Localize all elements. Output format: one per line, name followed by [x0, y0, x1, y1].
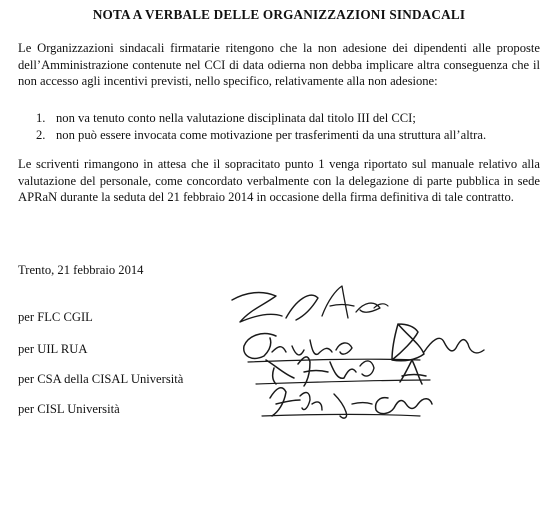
list-item [36, 110, 546, 127]
place-date: Trento, 21 febbraio 2014 [18, 263, 144, 277]
point-text: non va tenuto conto nella valutazione disciplinata dal titolo III del CCI; [56, 111, 416, 125]
signature-cisl [262, 388, 432, 418]
signatory-label-flc-cgil: per FLC CGIL [18, 310, 93, 324]
points-list [36, 110, 546, 143]
signatory-label-uil-rua: per UIL RUA [18, 342, 88, 356]
signatory-label-csa-cisal: per CSA della CISAL Università [18, 372, 184, 386]
signature-uil-rua [244, 324, 484, 362]
point-number: 1. [36, 111, 46, 125]
point-number: 2. [36, 127, 46, 142]
signatory-label-cisl: per CISL Università [18, 402, 120, 416]
signature-csa-cisal [256, 357, 430, 386]
closing-paragraph: Le scriventi rimangono in attesa che il sopracitato punto 1 venga riportato sul manuale relativo alla valutazione del personale, come concordato verbalmente con la delegazione di parte pubblica in sede APRaN durante la seduta del 21 febbraio 2014 in occasione della firma definitiva di tale contratto. [18, 157, 540, 205]
point-text: non può essere invocata come motivazione per trasferimenti da una struttura all’altra. [56, 127, 487, 142]
document-title: NOTA A VERBALE DELLE ORGANIZZAZIONI SINDACALI [92, 7, 466, 22]
list-item [36, 127, 546, 144]
intro-paragraph: Le Organizzazioni sindacali firmatarie ritengono che la non adesione dei dipendenti alle proposte dell’Amministrazione contenute nel CCI di data odierna non debba implicare altra conseguenza che il non accesso agli incentivi previsti, nello specifico, relativamente alla non adesione: [18, 41, 540, 89]
signature-flc-cgil [232, 286, 388, 322]
